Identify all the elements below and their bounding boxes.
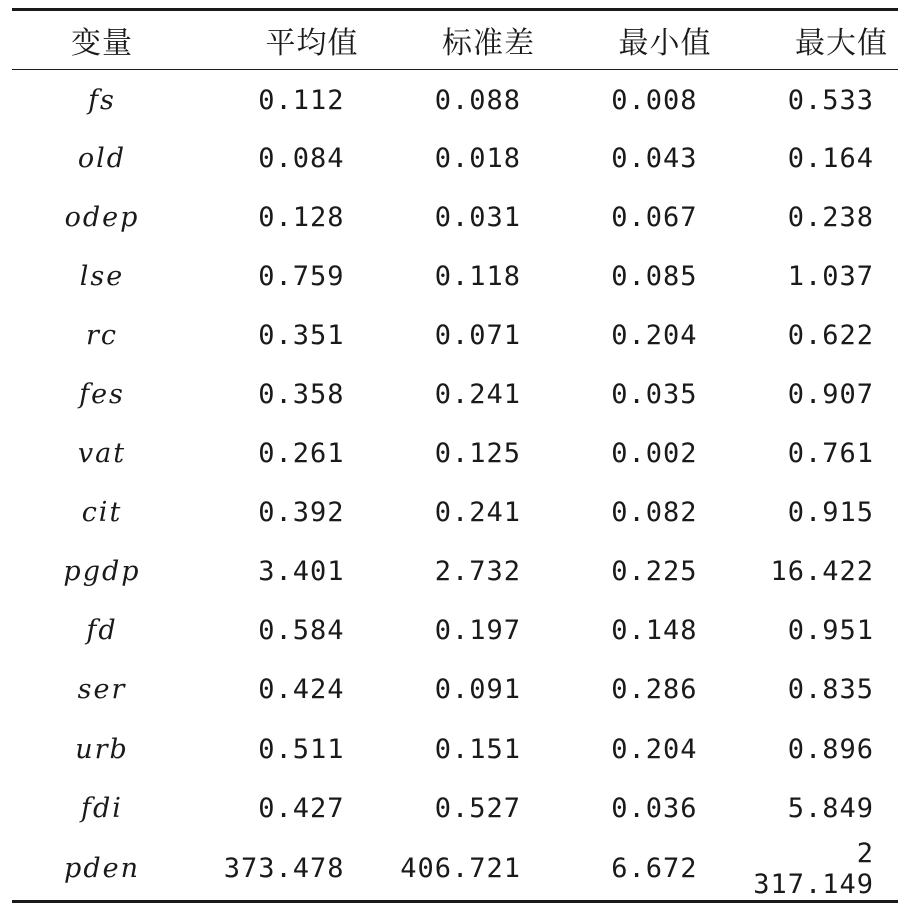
header-variable: 变量 (71, 26, 133, 61)
cell-std-dev: 0.088 (434, 84, 521, 116)
cell-max: 0.915 (787, 497, 874, 529)
cell-mean: 0.112 (258, 84, 345, 116)
cell-max: 0.622 (787, 319, 874, 351)
cell-max: 0.238 (787, 201, 874, 233)
cell-variable: ser (77, 674, 127, 706)
cell-mean: 373.478 (223, 853, 345, 885)
header-max: 最大值 (795, 26, 888, 61)
table-body (12, 70, 898, 902)
cell-min: 0.225 (611, 556, 698, 588)
cell-min: 0.204 (611, 733, 698, 765)
cell-std-dev: 0.527 (434, 792, 521, 824)
cell-variable: rc (85, 319, 119, 351)
cell-variable: pgdp (63, 556, 141, 588)
cell-max: 5.849 (787, 792, 874, 824)
table-row (12, 129, 898, 188)
cell-mean: 0.084 (258, 142, 345, 174)
cell-variable: fd (86, 615, 118, 647)
cell-std-dev: 0.241 (434, 497, 521, 529)
cell-std-dev: 0.151 (434, 733, 521, 765)
table-row (12, 247, 898, 306)
cell-max: 0.533 (787, 84, 874, 116)
cell-min: 0.286 (611, 674, 698, 706)
cell-max: 0.164 (787, 142, 874, 174)
cell-mean: 0.261 (258, 438, 345, 470)
cell-min: 0.002 (611, 438, 698, 470)
table-row (12, 779, 898, 838)
table-row (12, 70, 898, 129)
table-row (12, 306, 898, 365)
cell-min: 0.043 (611, 142, 698, 174)
cell-mean: 0.128 (258, 201, 345, 233)
cell-min: 0.148 (611, 615, 698, 647)
cell-max: 1.037 (787, 260, 874, 292)
cell-std-dev: 0.031 (434, 201, 521, 233)
cell-std-dev: 2.732 (434, 556, 521, 588)
cell-min: 6.672 (611, 853, 698, 885)
table-row (12, 542, 898, 601)
cell-variable: old (77, 142, 127, 174)
cell-max: 0.951 (787, 615, 874, 647)
cell-max: 16.422 (770, 556, 874, 588)
cell-min: 0.082 (611, 497, 698, 529)
cell-std-dev: 0.071 (434, 319, 521, 351)
cell-std-dev: 0.197 (434, 615, 521, 647)
table-row (12, 365, 898, 424)
header-mean: 平均值 (265, 26, 359, 61)
cell-min: 0.036 (611, 792, 698, 824)
cell-variable: fdi (81, 792, 123, 824)
table-header (12, 10, 898, 70)
cell-mean: 0.358 (258, 379, 345, 411)
cell-max: 2 317.149 (753, 837, 874, 900)
cell-std-dev: 0.118 (434, 260, 521, 292)
table-row (12, 424, 898, 483)
cell-mean: 0.584 (258, 615, 345, 647)
cell-variable: urb (75, 733, 129, 765)
cell-std-dev: 0.241 (434, 379, 521, 411)
cell-mean: 0.511 (258, 733, 345, 765)
cell-mean: 0.351 (258, 319, 345, 351)
cell-min: 0.085 (611, 260, 698, 292)
cell-mean: 0.427 (258, 792, 345, 824)
cell-max: 0.835 (787, 674, 874, 706)
cell-mean: 0.424 (258, 674, 345, 706)
header-row (12, 10, 898, 70)
cell-min: 0.204 (611, 319, 698, 351)
cell-min: 0.067 (611, 201, 698, 233)
cell-variable: fes (79, 379, 125, 411)
descriptive-statistics-table (12, 8, 898, 903)
table-row (12, 720, 898, 779)
cell-max: 0.761 (787, 438, 874, 470)
cell-max: 0.907 (787, 379, 874, 411)
table-row (12, 188, 898, 247)
cell-min: 0.008 (611, 84, 698, 116)
cell-std-dev: 0.018 (434, 142, 521, 174)
cell-std-dev: 0.091 (434, 674, 521, 706)
cell-mean: 0.392 (258, 497, 345, 529)
cell-variable: fs (88, 84, 116, 116)
table-row (12, 483, 898, 542)
cell-variable: pden (64, 853, 140, 885)
cell-mean: 3.401 (258, 556, 345, 588)
cell-std-dev: 0.125 (434, 438, 521, 470)
table-row (12, 601, 898, 660)
cell-max: 0.896 (787, 733, 874, 765)
table-row (12, 660, 898, 719)
cell-std-dev: 406.721 (400, 853, 521, 885)
cell-variable: lse (79, 260, 125, 292)
cell-variable: cit (81, 497, 123, 529)
cell-variable: odep (64, 201, 140, 233)
cell-variable: vat (77, 438, 127, 470)
table-row (12, 838, 898, 902)
header-min: 最小值 (618, 26, 712, 61)
header-std-dev: 标准差 (442, 26, 535, 61)
cell-min: 0.035 (611, 379, 698, 411)
cell-mean: 0.759 (258, 260, 345, 292)
